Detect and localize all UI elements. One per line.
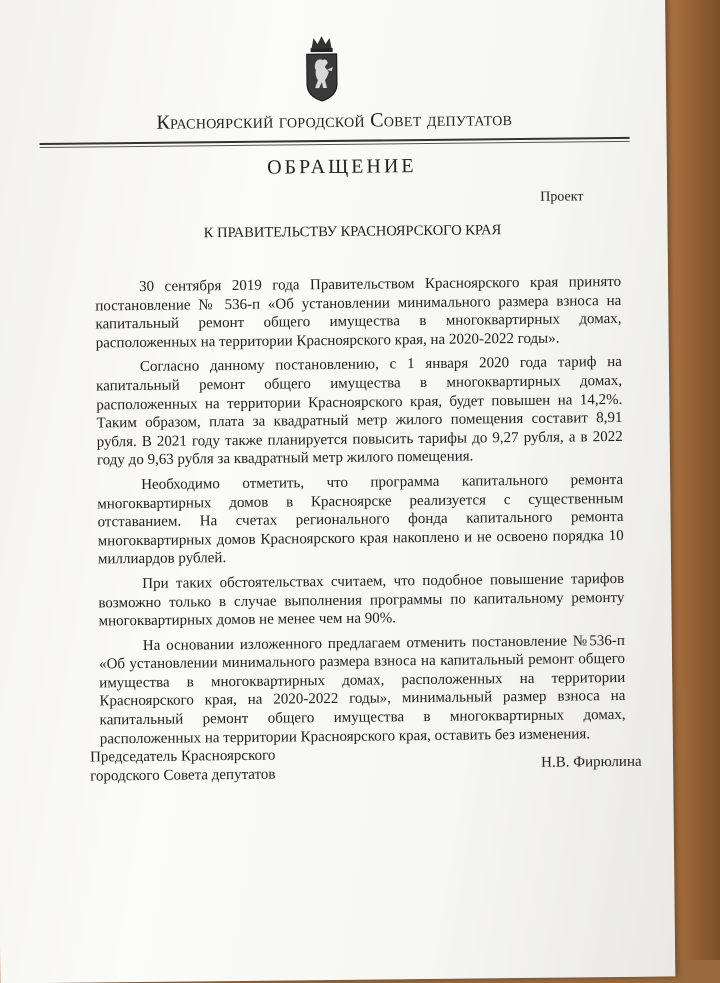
signatory-position-line1: Председатель Красноярского: [89, 747, 276, 766]
document-title: ОБРАЩЕНИЕ: [267, 155, 417, 179]
signatory-position: [90, 747, 276, 787]
signatory-name: Н.В. Фирюлина: [541, 753, 642, 771]
draft-label: Проект: [540, 189, 584, 205]
paragraph: Необходимо отметить, что программа капитального ремонта многоквартирных домов в Красноярске реализуется с существенным отставанием. На счетах регионального фонда капитального ремонта многоквартирных домов Красноярского края накоплено и не освоено порядка 10 миллиардов рублей.: [97, 471, 624, 568]
paragraph: 30 сентября 2019 года Правительством Красноярского края принято постановление № 536-п «Об установлении минимального размера взноса на капитальный ремонт общего имущества в многоквартирных домах, расположенных на территории Красноярского края, на 2020-2022 годы».: [95, 273, 622, 352]
paragraph: Согласно данному постановлению, с 1 января 2020 года тариф на капитальный ремонт общего имущества в многоквартирных домах, расположенных на территории Красноярского края, будет повышен на 14,2%. Таким образом, плата за квадратный метр жилого помещения составит 8,91 рубля. В 2021 году также планируется повысить тарифы до 9,27 рубля, а в 2022 году до 9,63 рубля за квадратный метр жилого помещения.: [96, 354, 623, 469]
council-name: Красноярский городской Совет депутатов: [156, 108, 513, 134]
paragraph: На основании изложенного предлагаем отменить постановление №536-п «Об установлении минимального размера взноса на капитальный ремонт общего имущества в многоквартирных домах, расположенных на территории Красноярского края, на 2020-2022 годы», минимальный размер взноса на капитальный ремонт общего имущества в многоквартирных домах, расположенных на территории Красноярского края, оставить без изменения.: [98, 632, 626, 748]
addressee: К ПРАВИТЕЛЬСТВУ КРАСНОЯРСКОГО КРАЯ: [203, 222, 502, 242]
krasnoyarsk-coat-of-arms-icon: [302, 34, 341, 102]
document-body: [95, 273, 626, 755]
paragraph: При таких обстоятельствах считаем, что подобное повышение тарифов возможно только в случае выполнения программы по капитальному ремонту многоквартирных домов не менее чем на 90%.: [98, 570, 625, 630]
signatory-position-line2: городского Совета депутатов: [90, 766, 276, 785]
